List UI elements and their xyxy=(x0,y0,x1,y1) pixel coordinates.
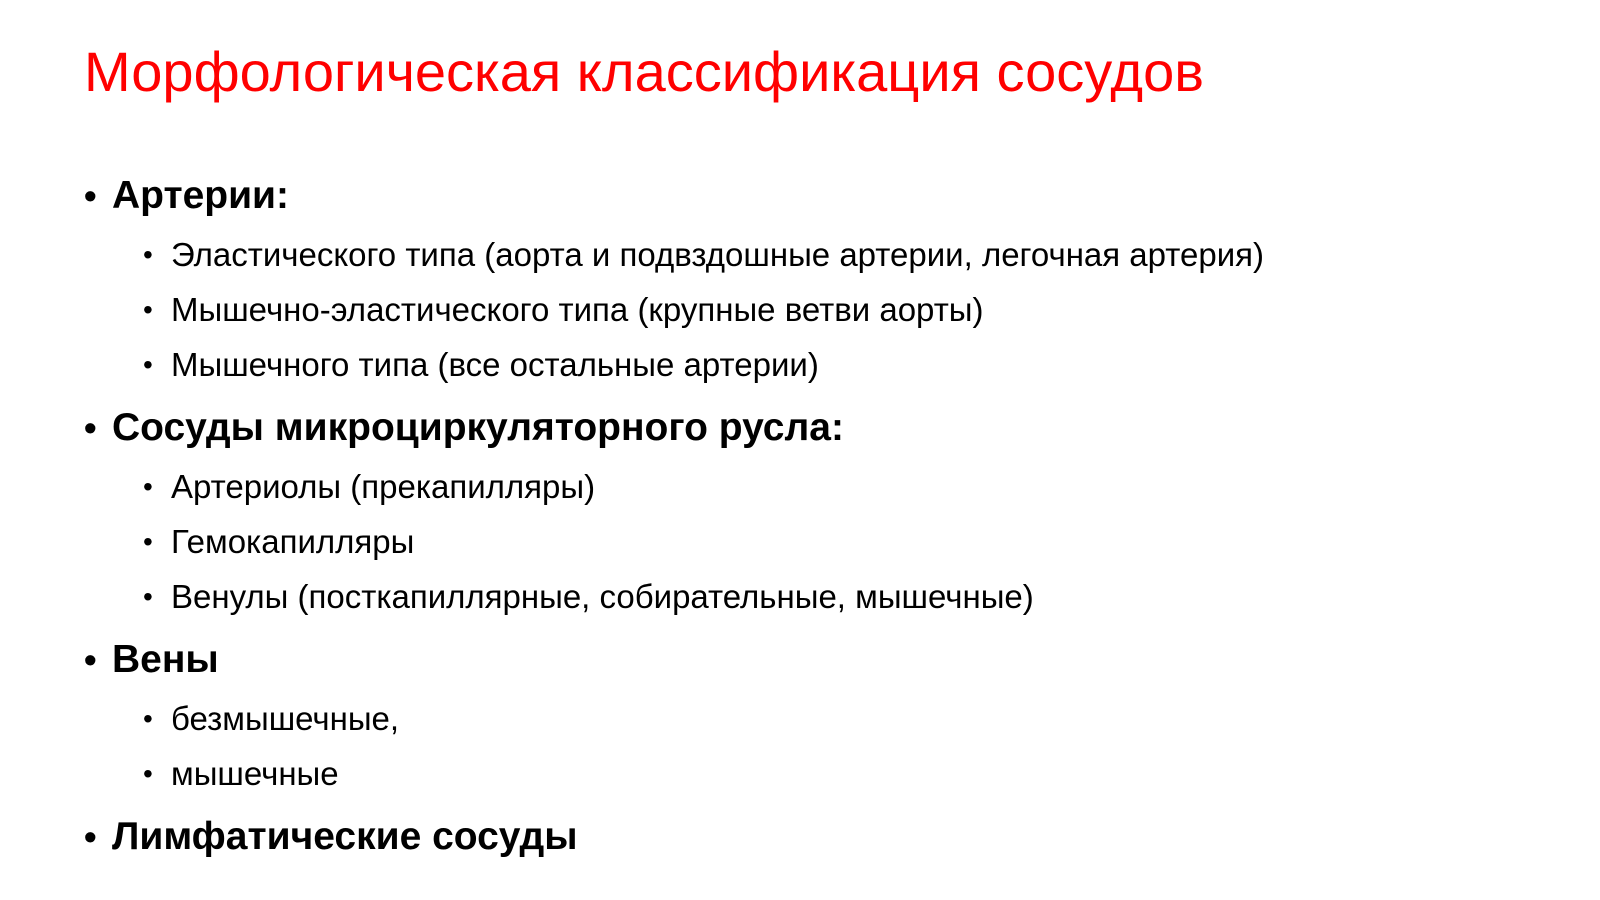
bullet-icon: • xyxy=(143,349,153,380)
bullet-icon: • xyxy=(143,294,153,325)
item-text: безмышечные, xyxy=(171,700,400,737)
item-text: Артериолы (прекапилляры) xyxy=(171,468,596,505)
list-item-level2 xyxy=(143,691,1564,746)
list-item-level1 xyxy=(84,813,1564,861)
item-text: Гемокапилляры xyxy=(171,523,415,560)
list-item-level1 xyxy=(84,172,1564,220)
bullet-icon: • xyxy=(84,639,97,680)
list-item-level1 xyxy=(84,636,1564,684)
item-text: Мышечного типа (все остальные артерии) xyxy=(171,346,819,383)
bullet-icon: • xyxy=(143,758,153,789)
list-item-level2 xyxy=(143,514,1564,569)
list-item-level1 xyxy=(84,404,1564,452)
item-text: Мышечно-эластического типа (крупные ветви аорты) xyxy=(171,291,984,328)
list-item-level2 xyxy=(143,459,1564,514)
list-item-level2 xyxy=(143,337,1564,392)
slide-title: Морфологическая классификация сосудов xyxy=(84,40,1204,103)
group-arteries xyxy=(84,172,1564,392)
bullet-icon: • xyxy=(84,407,97,448)
group-label: Сосуды микроциркуляторного русла: xyxy=(112,406,844,449)
list-item-level2 xyxy=(143,282,1564,337)
sub-list xyxy=(84,691,1564,801)
item-text: Эластического типа (аорта и подвздошные артерии, легочная артерия) xyxy=(171,236,1265,273)
item-text: Венулы (посткапиллярные, собирательные, мышечные) xyxy=(171,578,1034,615)
bullet-icon: • xyxy=(143,471,153,502)
group-veins xyxy=(84,636,1564,801)
list-item-level2 xyxy=(143,746,1564,801)
bullet-icon: • xyxy=(84,175,97,216)
bullet-icon: • xyxy=(143,239,153,270)
group-lymphatic xyxy=(84,813,1564,861)
group-microcirculation xyxy=(84,404,1564,624)
bullet-icon: • xyxy=(143,581,153,612)
item-text: мышечные xyxy=(171,755,339,792)
bullet-icon: • xyxy=(84,816,97,857)
list-item-level2 xyxy=(143,227,1564,282)
sub-list xyxy=(84,227,1564,392)
bullet-list xyxy=(84,172,1564,873)
sub-list xyxy=(84,459,1564,624)
bullet-icon: • xyxy=(143,526,153,557)
bullet-icon: • xyxy=(143,703,153,734)
group-label: Артерии: xyxy=(112,174,290,217)
group-label: Вены xyxy=(112,638,219,681)
group-label: Лимфатические сосуды xyxy=(112,815,578,858)
list-item-level2 xyxy=(143,569,1564,624)
